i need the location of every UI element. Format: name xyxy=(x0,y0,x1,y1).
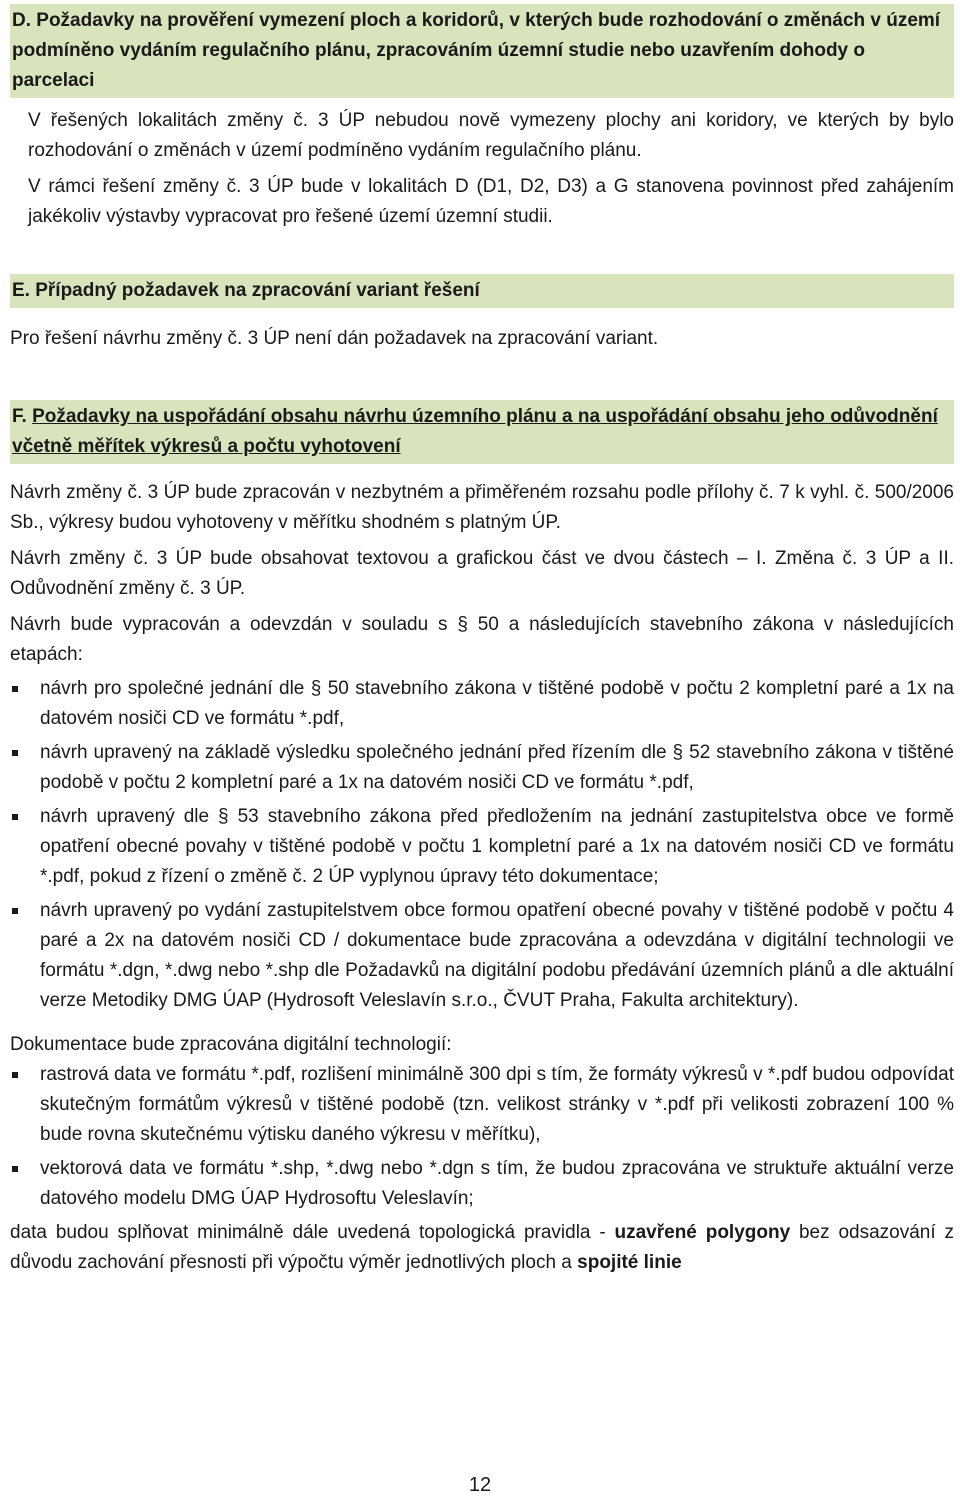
list-item: rastrová data ve formátu *.pdf, rozlišení minimálně 300 dpi s tím, že formáty výkresů v *.pdf budou odpovídat skutečným formátům výkresů v tištěné podobě (tzn. velikost stránky v *.pdf při velikosti zobrazení 100 % bude rovna skutečnému výtisku daného výkresu v měřítku), xyxy=(10,1060,954,1150)
list-item: návrh upravený dle § 53 stavebního zákona před předložením na jednání zastupitelstva obce ve formě opatření obecné povahy v tištěné podobě v počtu 1 kompletní paré a 1x na datovém nosiči CD ve formátu *.pdf, pokud z řízení o změně č. 2 ÚP vyplynou úpravy této dokumentace; xyxy=(10,802,954,892)
digital-list xyxy=(10,1060,954,1214)
section-f-heading xyxy=(10,400,954,464)
section-f-paragraph-3: Návrh bude vypracován a odevzdán v souladu s § 50 a následujících stavebního zákona v následujících etapách: xyxy=(10,614,954,665)
section-f-heading-prefix: F. xyxy=(12,406,27,427)
p5-bold-polygons: uzavřené polygony xyxy=(614,1222,791,1243)
section-f-paragraph-5 xyxy=(10,1218,954,1278)
list-item: vektorová data ve formátu *.shp, *.dwg nebo *.dgn s tím, že budou zpracována ve struktuře aktuální verze datového modelu DMG ÚAP Hydrosoftu Veleslavín; xyxy=(10,1154,954,1214)
section-f-paragraph-1: Návrh změny č. 3 ÚP bude zpracován v nezbytném a přiměřeném rozsahu podle přílohy č. 7 k vyhl. č. 500/2006 Sb., výkresy budou vyhotoveny v měřítku shodném s platným ÚP. xyxy=(10,482,954,533)
p5-text-c: bez odsazování z důvodu zachování přesnosti při výpočtu výměr jednotlivých ploch a xyxy=(10,1222,954,1273)
section-e-heading-text: E. Případný požadavek na zpracování variant řešení xyxy=(12,280,480,301)
section-d-heading-text: D. Požadavky na prověření vymezení ploch a koridorů, v kterých bude rozhodování o změnách v území podmíněno vydáním regulačního plánu, zpracováním územní studie nebo uzavřením dohody o parcelaci xyxy=(12,10,941,91)
section-f-paragraph-4: Dokumentace bude zpracována digitální technologií: xyxy=(10,1034,452,1055)
section-f-heading-text: Požadavky na uspořádání obsahu návrhu územního plánu a na uspořádání obsahu jeho odůvodnění včetně měřítek výkresů a počtu vyhotovení xyxy=(12,406,938,457)
page-number: 12 xyxy=(468,1474,492,1496)
section-d-paragraph-1: V řešených lokalitách změny č. 3 ÚP nebudou nově vymezeny plochy ani koridory, ve kterých by bylo rozhodování o změnách v území podmíněno vydáním regulačního plánu. xyxy=(28,110,954,161)
p5-text-a: data budou splňovat minimálně dále uvedená topologická pravidla - xyxy=(10,1222,615,1243)
section-f-body xyxy=(10,478,954,1278)
p5-bold-lines: spojité linie xyxy=(577,1252,682,1273)
list-item: návrh upravený po vydání zastupitelstvem obce formou opatření obecné povahy v tištěné podobě v počtu 4 paré a 2x na datovém nosiči CD / dokumentace bude zpracována a odevzdána v digitální technologii ve formátu *.dgn, *.dwg nebo *.shp dle Požadavků na digitální podobu předávání územních plánů a dle aktuální verze Metodiky DMG ÚAP (Hydrosoft Veleslavín s.r.o., ČVUT Praha, Fakulta architektury). xyxy=(10,896,954,1016)
stages-list xyxy=(10,674,954,1016)
section-d-paragraph-2: V rámci řešení změny č. 3 ÚP bude v lokalitách D (D1, D2, D3) a G stanovena povinnost před zahájením jakékoliv výstavby vypracovat pro řešené území územní studii. xyxy=(28,176,954,227)
list-item: návrh upravený na základě výsledku společného jednání před řízením dle § 52 stavebního zákona v tištěné podobě v počtu 2 kompletní paré a 1x na datovém nosiči CD ve formátu *.pdf, xyxy=(10,738,954,798)
section-e-paragraph: Pro řešení návrhu změny č. 3 ÚP není dán požadavek na zpracování variant. xyxy=(10,328,659,349)
section-e-heading xyxy=(10,274,954,308)
section-f-paragraph-2: Návrh změny č. 3 ÚP bude obsahovat textovou a grafickou část ve dvou částech – I. Změna č. 3 ÚP a II. Odůvodnění změny č. 3 ÚP. xyxy=(10,548,954,599)
list-item: návrh pro společné jednání dle § 50 stavebního zákona v tištěné podobě v počtu 2 kompletní paré a 1x na datovém nosiči CD ve formátu *.pdf, xyxy=(10,674,954,734)
section-d-heading xyxy=(10,4,954,98)
